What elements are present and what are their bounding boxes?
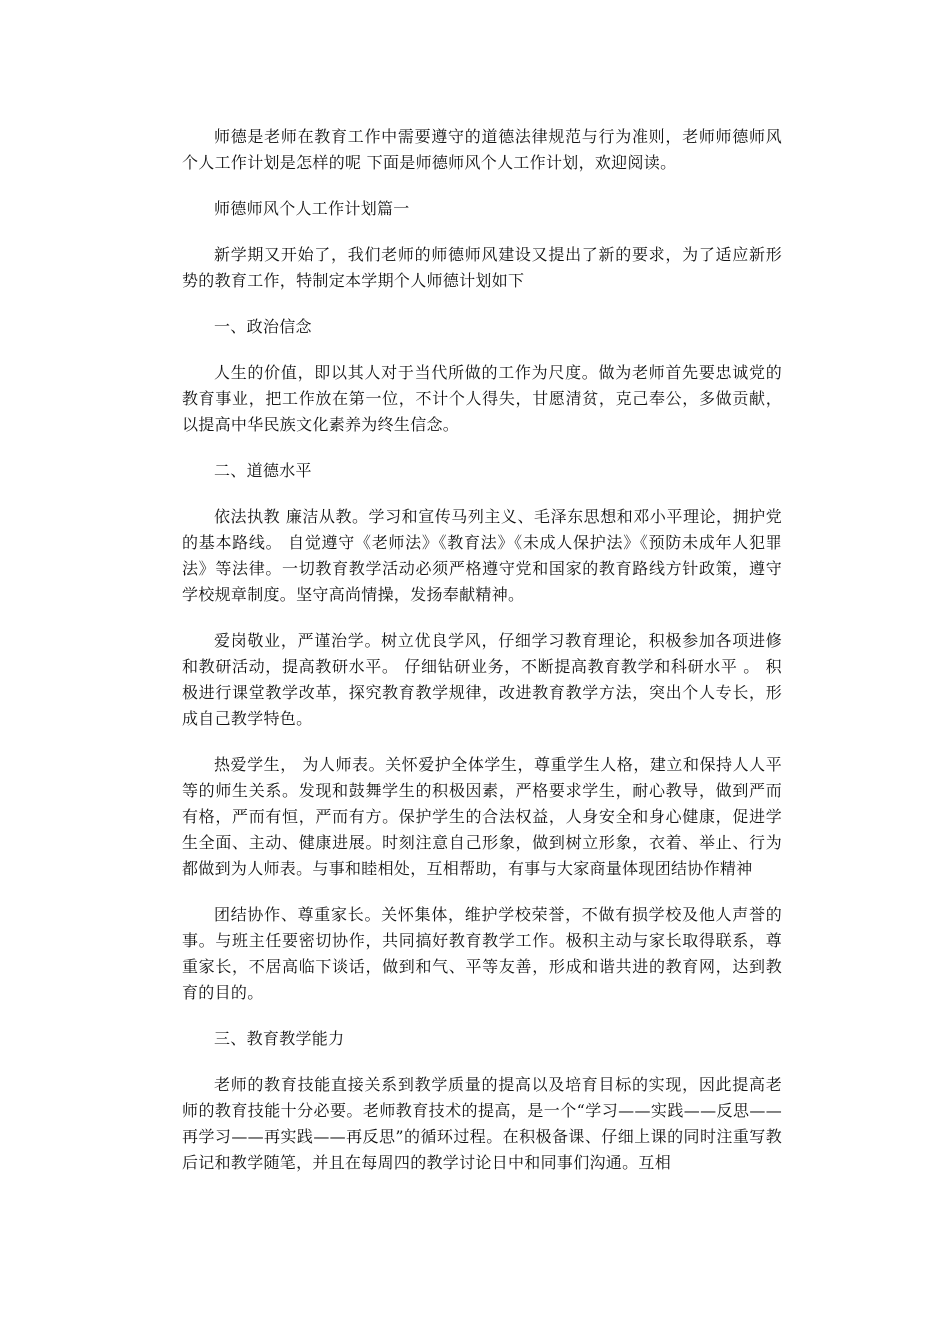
section-title: 师德师风个人工作计划篇一 (214, 199, 410, 218)
document-body (182, 124, 782, 1196)
intro-paragraph: 师德是老师在教育工作中需要遵守的道德法律规范与行为准则，老师师德师风个人工作计划是怎样的呢 下面是师德师风个人工作计划，欢迎阅读。 (182, 127, 782, 172)
paragraph-cooperation: 团结协作、尊重家长。关怀集体，维护学校荣誉，不做有损学校及他人声誉的事。与班主任要密切协作，共同搞好教育教学工作。极积主动与家长取得联系，尊重家长，不居高临下谈话，做到和气、平等友善，形成和谐共进的教育网，达到教育的目的。 (182, 905, 782, 1002)
heading-moral-level: 二、道德水平 (214, 461, 312, 480)
heading-teaching-ability: 三、教育教学能力 (214, 1029, 345, 1048)
paragraph-life-value: 人生的价值，即以其人对于当代所做的工作为尺度。做为老师首先要忠诚党的教育事业，把工作放在第一位，不计个人得失，甘愿清贫，克己奉公，多做贡献，以提高中华民族文化素养为终生信念。 (182, 363, 782, 434)
opening-paragraph: 新学期又开始了，我们老师的师德师风建设又提出了新的要求，为了适应新形势的教育工作，特制定本学期个人师德计划如下 (182, 245, 782, 290)
heading-political-belief: 一、政治信念 (214, 317, 312, 336)
paragraph-love-students: 热爱学生， 为人师表。关怀爱护全体学生，尊重学生人格，建立和保持人人平等的师生关系。发现和鼓舞学生的积极因素，严格要求学生，耐心教导，做到严而有格，严而有恒，严而有方。保护学生的合法权益，人身安全和身心健康，促进学生全面、主动、健康进展。时刻注意自己形象，做到树立形象，衣着、举止、行为都做到为人师表。与事和睦相处，互相帮助，有事与大家商量体现团结协作精神 (182, 755, 782, 878)
paragraph-dedication: 爱岗敬业，严谨治学。树立优良学风，仔细学习教育理论，积极参加各项进修和教研活动，提高教研水平。 仔细钻研业务，不断提高教育教学和科研水平 。 积极进行课堂教学改革，探究教育教学规律，改进教育教学方法，突出个人专长，形成自己教学特色。 (182, 631, 782, 728)
paragraph-teaching-skills: 老师的教育技能直接关系到教学质量的提高以及培育目标的实现，因此提高老师的教育技能十分必要。老师教育技术的提高，是一个“学习——实践——反思——再学习——再实践——再反思”的循环过程。在积极备课、仔细上课的同时注重写教后记和教学随笔，并且在每周四的教学讨论日中和同事们沟通。互相 (182, 1075, 782, 1172)
paragraph-law-abiding: 依法执教 廉洁从教。学习和宣传马列主义、毛泽东思想和邓小平理论，拥护党的基本路线。 自觉遵守《老师法》《教育法》《未成人保护法》《预防未成年人犯罪法》等法律。一切教育教学活动必须严格遵守党和国家的教育路线方针政策，遵守学校规章制度。坚守高尚情操，发扬奉献精神。 (182, 507, 782, 604)
